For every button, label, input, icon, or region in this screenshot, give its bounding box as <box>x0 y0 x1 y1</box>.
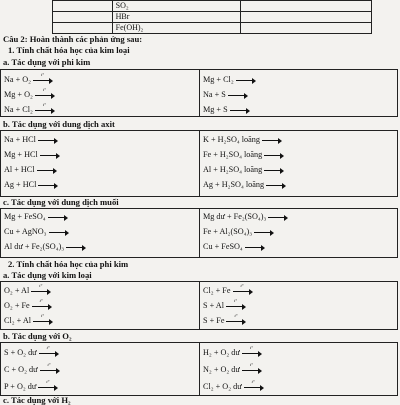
reaction-column-left <box>1 70 199 116</box>
reaction-box-p2a <box>0 281 398 330</box>
arrow-icon <box>254 229 274 235</box>
reaction: Al + H₂SO₄ loãng <box>203 165 284 174</box>
reaction: Cl₂ + Fe t° <box>203 286 253 295</box>
arrow-icon: t° <box>233 288 253 294</box>
table-cell: HBr <box>112 12 240 23</box>
arrow-icon <box>38 137 58 143</box>
table-row <box>53 12 372 23</box>
reaction-box-p1b <box>0 130 398 197</box>
reaction-column-right <box>199 343 398 395</box>
reaction-column-left <box>1 343 199 395</box>
reaction: P + O₂ dư t° <box>4 382 58 391</box>
reaction: Mg + FeSO₄ <box>4 212 68 221</box>
arrow-icon: t° <box>38 384 58 390</box>
table-row <box>53 1 372 12</box>
reaction: Mg + HCl <box>4 150 60 159</box>
part1-title: 1. Tính chất hóa học của kim loại <box>8 45 130 55</box>
reaction: Ag + HCl <box>4 180 58 189</box>
reaction: Mg + Cl₂ <box>203 75 256 84</box>
arrow-icon: t° <box>242 350 262 356</box>
arrow-icon: t° <box>40 367 60 373</box>
reaction: Fe + Al₂(SO₄)₃ <box>203 227 274 236</box>
reaction: Mg dư + Fe₂(SO₄)₃ <box>203 212 288 221</box>
part2-title: 2. Tính chất hóa học của phi kim <box>8 259 129 269</box>
reaction-column-right <box>199 131 398 196</box>
section-title: a. Tác dụng với phi kim <box>3 57 91 67</box>
reaction-column-left <box>1 131 199 196</box>
section-title: c. Tác dụng với dung dịch muối <box>3 197 119 207</box>
arrow-icon <box>245 244 265 250</box>
reaction-column-right <box>199 70 398 116</box>
reaction: Cl₂ + Al t° <box>4 316 53 325</box>
reaction: H₂ + O₂ dư t° <box>203 348 262 357</box>
reaction: Na + S <box>203 90 248 99</box>
arrow-icon <box>228 92 248 98</box>
arrow-icon: t° <box>244 384 264 390</box>
arrow-icon: t° <box>226 318 246 324</box>
reaction-box-p2b <box>0 342 398 396</box>
reaction: N₂ + O₂ dư t° <box>203 365 262 374</box>
reaction-column-left <box>1 282 199 329</box>
reaction-column-right <box>199 209 398 257</box>
reaction-column-right <box>199 282 398 329</box>
reaction: Na + HCl <box>4 135 58 144</box>
reaction: O₂ + Al t° <box>4 286 51 295</box>
reaction: S + Al t° <box>203 301 246 310</box>
arrow-icon <box>264 152 284 158</box>
arrow-icon <box>268 214 288 220</box>
reaction-box-p1c <box>0 208 398 258</box>
reaction: Al + HCl <box>4 165 57 174</box>
table-cell: SO₂ <box>112 1 240 12</box>
reaction: Cl₂ + O₂ dư t° <box>203 382 264 391</box>
arrow-icon <box>38 182 58 188</box>
table-row <box>53 23 372 34</box>
reaction: Cu + FeSO₄ <box>203 242 265 251</box>
arrow-icon <box>48 214 68 220</box>
reaction: C + O₂ dư t° <box>4 365 60 374</box>
reaction: Mg + O₂ t° <box>4 90 55 99</box>
reaction: Na + O₂ t° <box>4 75 53 84</box>
arrow-icon <box>230 107 250 113</box>
reaction: Ag + H₂SO₄ loãng <box>203 180 286 189</box>
arrow-icon: t° <box>242 367 262 373</box>
section-title: c. Tác dụng với H₂ <box>3 395 71 405</box>
arrow-icon <box>37 167 57 173</box>
question-title: Câu 2: Hoàn thành các phản ứng sau: <box>3 34 143 44</box>
section-title: b. Tác dụng với dung dịch axit <box>3 119 115 129</box>
compound-table <box>52 0 372 34</box>
arrow-icon: t° <box>39 350 59 356</box>
arrow-icon: t° <box>35 107 55 113</box>
arrow-icon <box>40 152 60 158</box>
section-title: b. Tác dụng với O₂ <box>3 331 72 341</box>
arrow-icon: t° <box>31 288 51 294</box>
arrow-icon <box>66 244 86 250</box>
reaction: Al dư + Fe₂(SO₄)₃ <box>4 242 86 251</box>
reaction: O₂ + Fe t° <box>4 301 52 310</box>
arrow-icon: t° <box>226 303 246 309</box>
arrow-icon <box>264 167 284 173</box>
reaction: K + H₂SO₄ loãng <box>203 135 282 144</box>
section-title: a. Tác dụng với kim loại <box>3 270 92 280</box>
reaction: Na + Cl₂ t° <box>4 105 55 114</box>
arrow-icon: t° <box>33 77 53 83</box>
arrow-icon: t° <box>32 303 52 309</box>
arrow-icon <box>49 229 69 235</box>
reaction-box-p1a <box>0 69 398 117</box>
reaction: S + Fe t° <box>203 316 246 325</box>
reaction: S + O₂ dư t° <box>4 348 59 357</box>
reaction: Cu + AgNO₃ <box>4 227 69 236</box>
table-cell: Fe(OH)₂ <box>112 23 240 34</box>
arrow-icon <box>262 137 282 143</box>
arrow-icon <box>266 182 286 188</box>
reaction-column-left <box>1 209 199 257</box>
reaction: Fe + H₂SO₄ loãng <box>203 150 284 159</box>
arrow-icon: t° <box>35 92 55 98</box>
arrow-icon: t° <box>33 318 53 324</box>
arrow-icon <box>236 77 256 83</box>
reaction: Mg + S <box>203 105 250 114</box>
